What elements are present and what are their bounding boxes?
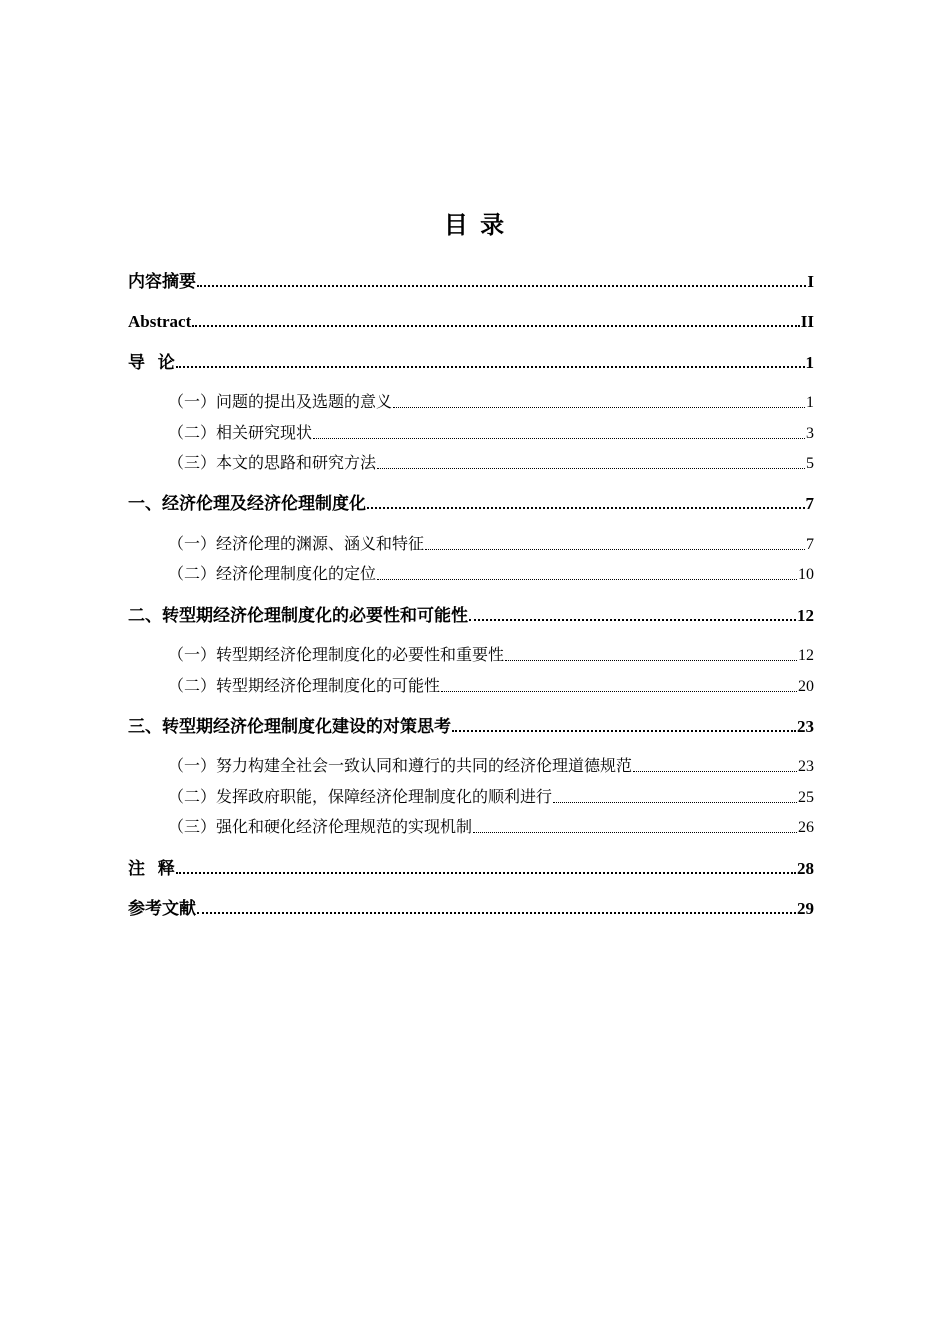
dot-leader: [377, 579, 797, 580]
toc-entry-abstract-en[interactable]: [128, 312, 814, 332]
dot-leader: [469, 619, 796, 621]
toc-entry-label: 一、经济伦理及经济伦理制度化: [128, 494, 366, 513]
toc-entry-label: （三）本文的思路和研究方法: [168, 455, 377, 472]
toc-entry-chapter-3[interactable]: [128, 717, 814, 737]
toc-entry-chapter-1[interactable]: [128, 494, 814, 514]
dot-leader: [176, 872, 796, 874]
toc-entry-page: 28: [797, 859, 814, 878]
dot-leader: [505, 660, 797, 661]
toc-entry-label: 内容摘要: [128, 272, 196, 291]
toc-entry-introduction[interactable]: [128, 353, 814, 373]
dot-leader: [197, 912, 796, 914]
toc-entry-page: 1: [806, 394, 814, 411]
toc-entry-chapter-2-2[interactable]: [168, 677, 814, 697]
toc-entry-chapter-3-2[interactable]: [168, 788, 814, 808]
toc-entry-page: 12: [797, 606, 814, 625]
dot-leader: [192, 325, 800, 327]
dot-leader: [313, 438, 805, 439]
toc-entry-page: 12: [798, 647, 814, 664]
toc-entry-chapter-2-1[interactable]: [168, 646, 814, 666]
toc-entry-page: II: [800, 312, 814, 331]
toc-entry-label: （一）努力构建全社会一致认同和遵行的共同的经济伦理道德规范: [168, 758, 633, 775]
toc-entry-label: 二、转型期经济伦理制度化的必要性和可能性: [128, 606, 468, 625]
toc-entry-page: I: [807, 272, 814, 291]
dot-leader: [553, 802, 797, 803]
dot-leader: [633, 771, 797, 772]
toc-entry-label: 参考文献: [128, 899, 196, 918]
toc-entry-page: 23: [798, 758, 814, 775]
toc-entry-page: 23: [797, 717, 814, 736]
toc-entry-page: 3: [806, 425, 814, 442]
toc-entry-intro-1[interactable]: [168, 393, 814, 413]
dot-leader: [176, 366, 805, 368]
toc-entry-page: 25: [798, 789, 814, 806]
toc-entry-label: （二）转型期经济伦理制度化的可能性: [168, 678, 441, 695]
toc-entry-page: 7: [806, 536, 814, 553]
toc-entry-label: 导 论: [128, 353, 175, 372]
toc-entry-references[interactable]: [128, 899, 814, 919]
dot-leader: [197, 285, 806, 287]
toc-entry-label: （二）发挥政府职能，保障经济伦理制度化的顺利进行: [168, 789, 553, 806]
toc-entry-label: （三）强化和硬化经济伦理规范的实现机制: [168, 819, 473, 836]
toc-entry-label: （一）转型期经济伦理制度化的必要性和重要性: [168, 647, 505, 664]
toc-entry-label: 注 释: [128, 859, 175, 878]
toc-entry-page: 26: [798, 819, 814, 836]
toc-entry-label: （一）问题的提出及选题的意义: [168, 394, 393, 411]
toc-entry-intro-3[interactable]: [168, 454, 814, 474]
toc-entry-label: （二）相关研究现状: [168, 425, 313, 442]
toc-entry-page: 20: [798, 678, 814, 695]
toc-entry-chapter-1-1[interactable]: [168, 535, 814, 555]
toc-entry-page: 10: [798, 566, 814, 583]
dot-leader: [425, 549, 805, 550]
toc-entry-chapter-3-1[interactable]: [168, 757, 814, 777]
toc-title: 目 录: [443, 211, 507, 239]
toc-entry-page: 5: [806, 455, 814, 472]
dot-leader: [441, 691, 797, 692]
toc-entry-label: （一）经济伦理的渊源、涵义和特征: [168, 536, 425, 553]
toc-entry-chapter-2[interactable]: [128, 606, 814, 626]
toc-entry-chapter-1-2[interactable]: [168, 565, 814, 585]
toc-entry-label: （二）经济伦理制度化的定位: [168, 566, 377, 583]
toc-entry-chapter-3-3[interactable]: [168, 818, 814, 838]
toc-entry-label: 三、转型期经济伦理制度化建设的对策思考: [128, 717, 451, 736]
toc-entry-notes[interactable]: [128, 859, 814, 879]
toc-entry-page: 29: [797, 899, 814, 918]
toc-entry-intro-2[interactable]: [168, 424, 814, 444]
toc-entry-label: Abstract: [128, 312, 192, 331]
toc-entry-abstract-cn[interactable]: [128, 272, 814, 292]
toc-entry-page: 7: [805, 494, 814, 513]
dot-leader: [377, 468, 805, 469]
dot-leader: [473, 832, 797, 833]
toc-entry-page: 1: [805, 353, 814, 372]
dot-leader: [367, 507, 805, 509]
dot-leader: [393, 407, 805, 408]
dot-leader: [452, 730, 796, 732]
